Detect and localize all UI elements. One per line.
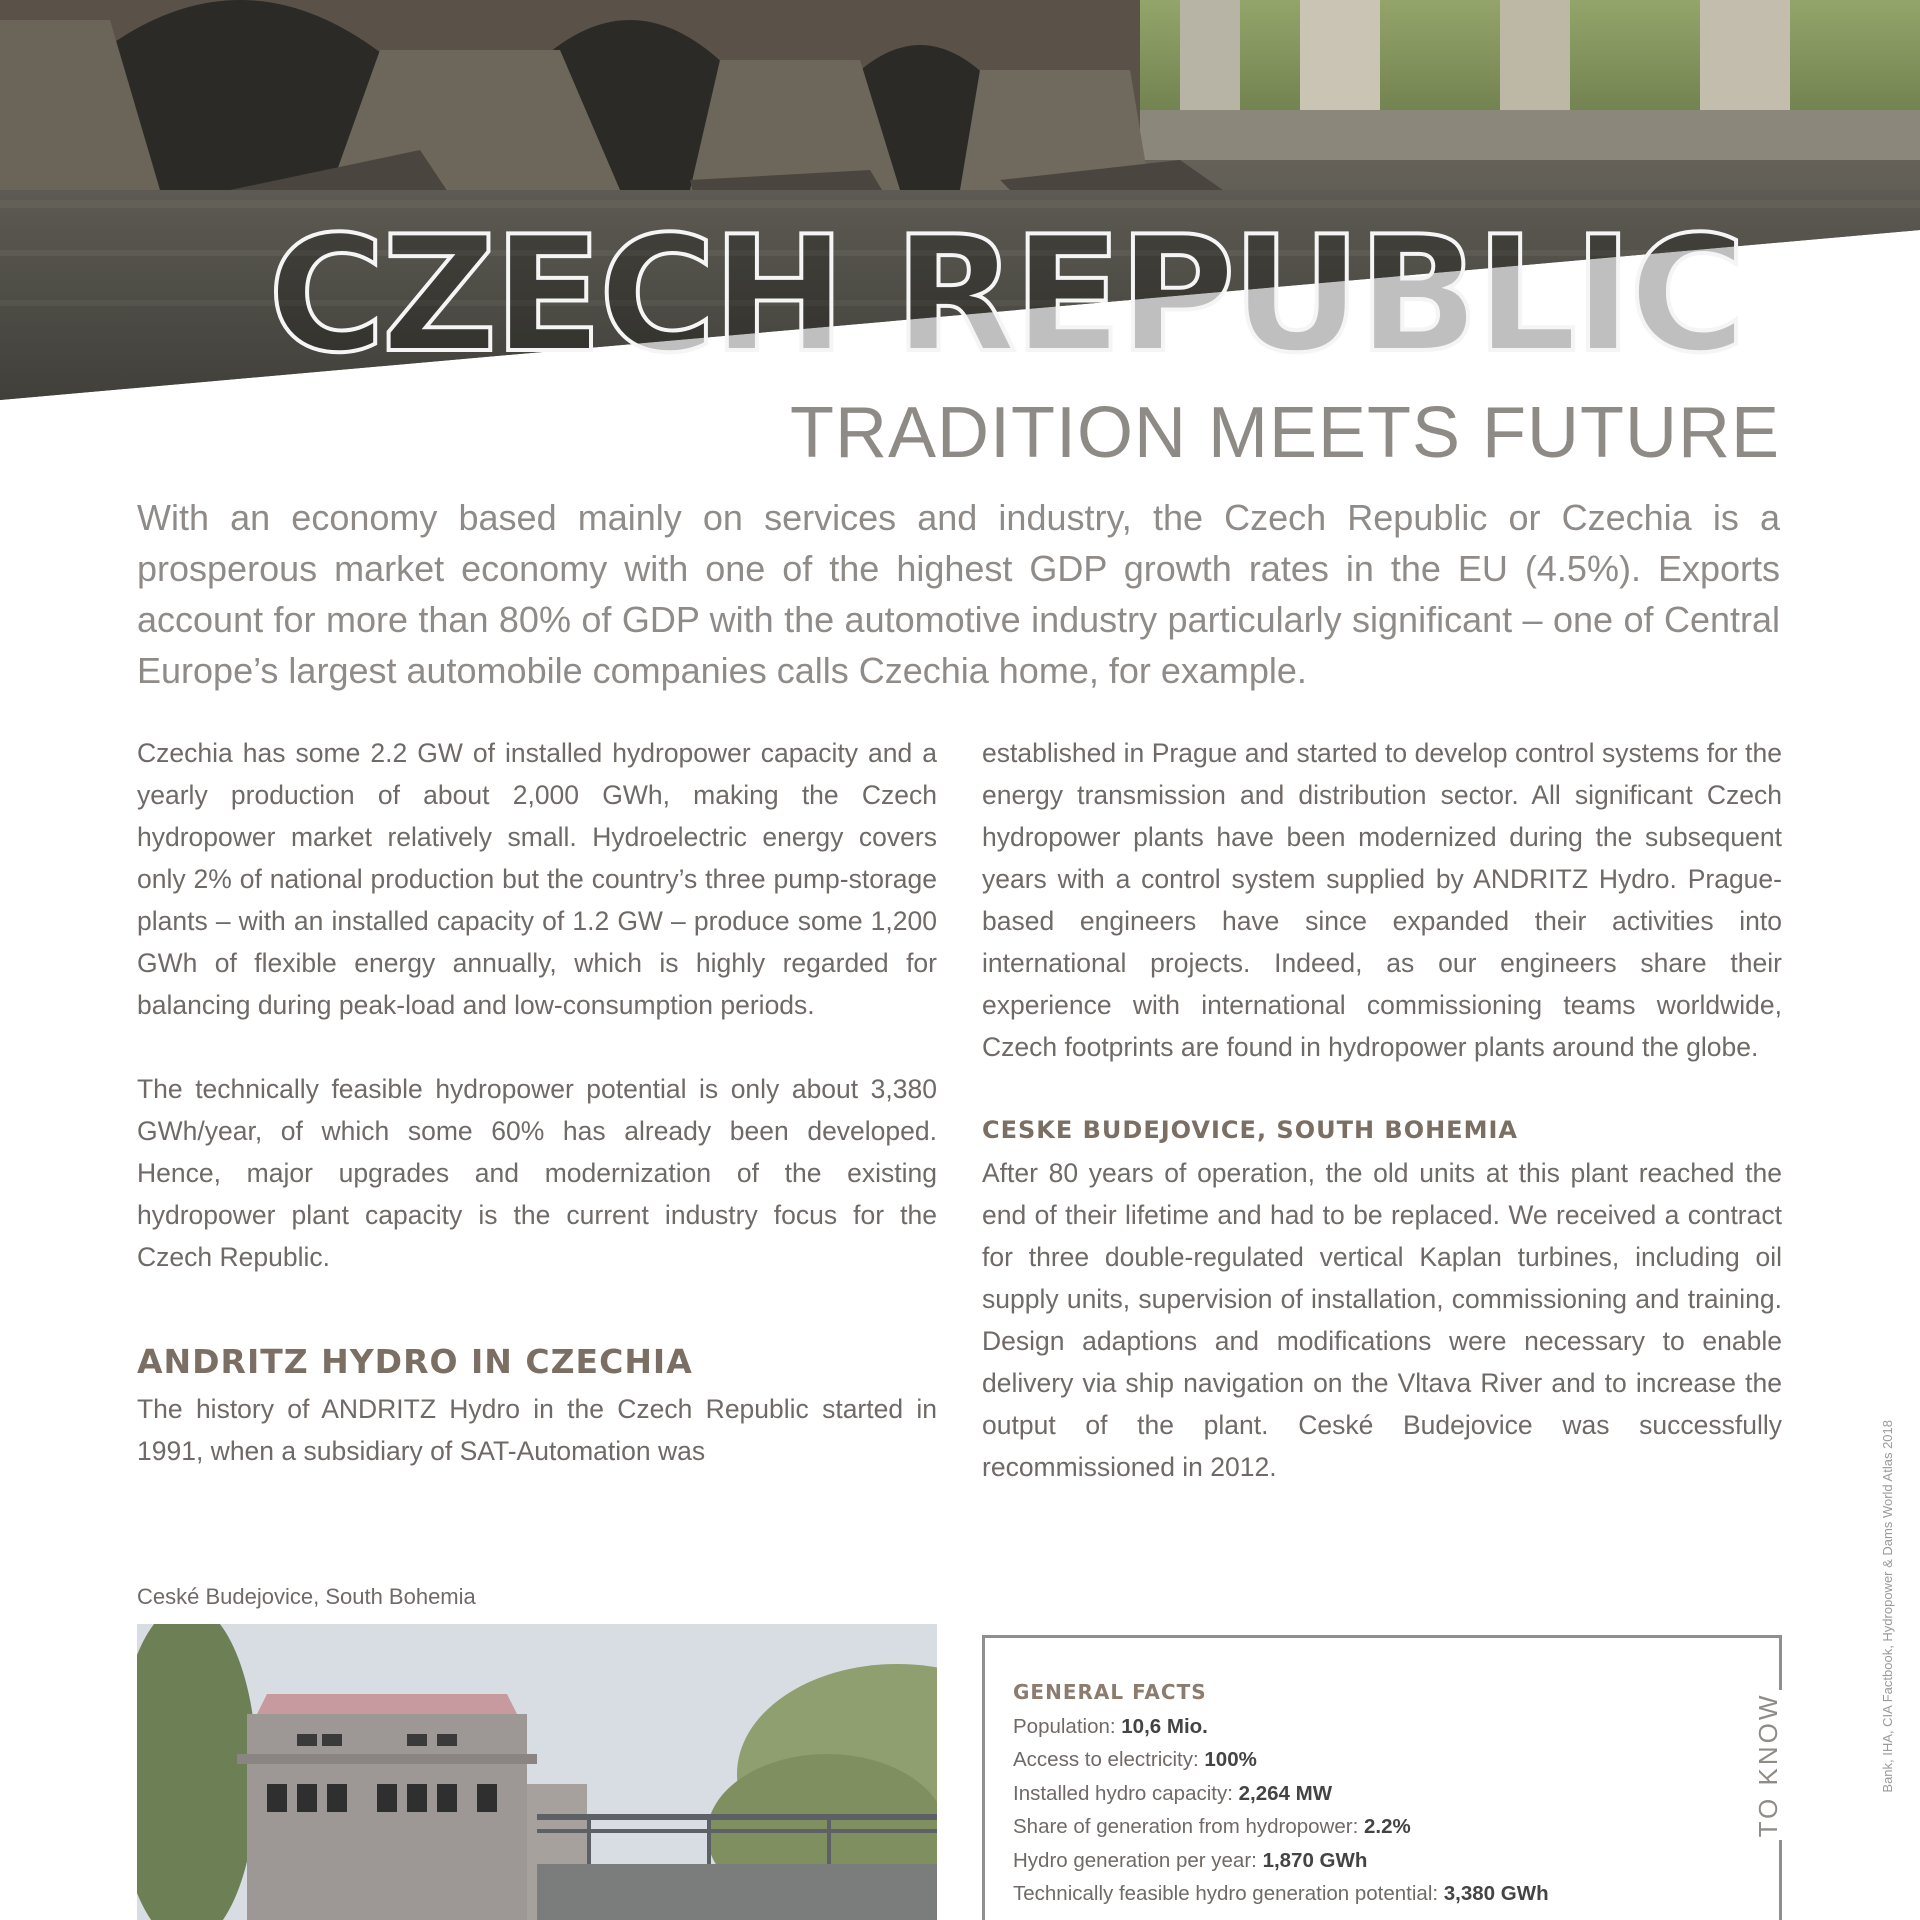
plant-photo-image (137, 1624, 937, 1920)
fact-value: 3,380 GWh (1443, 1882, 1549, 1905)
body-paragraph: The technically feasible hydropower potential is only about 3,380 GWh/year, of which some 60% has already been developed. Hence, major upgrades and modernization of the existing hydropower plant capacity is the current industry focus for the Czech Republic. (137, 1074, 937, 1272)
to-know-label (1753, 1690, 1793, 1840)
facts-row (1013, 1710, 1713, 1744)
body-paragraph: After 80 years of operation, the old units at this plant reached the end of their lifetime and had to be replaced. We received a contract for three double-regulated vertical Kaplan turbines, including oil supply units, supervision of installation, commissioning and training. Design adaptions and modifications were necessary to enable delivery via ship navigation on the Vltava River and to increase the output of the plant. Ceské Budejovice was successfully recommissioned in 2012. (982, 1158, 1782, 1482)
hero-photo (0, 0, 1920, 420)
fact-value: 1,870 GWh (1262, 1848, 1368, 1872)
body-paragraph: established in Prague and started to develop control systems for the energy transmission and distribution sector. All significant Czech hydropower plants have been modernized during the subsequent years with a control system supplied by ANDRITZ Hydro. Prague-based engineers have since expanded their activities into international projects. Indeed, as our engineers share their experience with international commissioning teams worldwide, Czech footprints are found in hydropower plants around the globe. (982, 738, 1782, 1062)
fact-label: Share of generation from hydropower: (1013, 1815, 1364, 1838)
facts-row (1013, 1877, 1713, 1911)
facts-row (1013, 1743, 1713, 1777)
page-title: CZECH REPUBLIC (268, 201, 1743, 388)
fact-label: Hydro generation per year: (1013, 1848, 1263, 1872)
facts-content (1013, 1676, 1713, 1911)
source-note (1880, 1420, 1900, 1920)
section-heading-ceske: CESKE BUDEJOVICE, SOUTH BOHEMIA (982, 1116, 1518, 1144)
body-paragraph: Czechia has some 2.2 GW of installed hydropower capacity and a yearly production of about 2,000 GWh, making the Czech hydropower market relatively small. Hydroelectric energy covers only 2% of national production but the country’s three pump-storage plants – with an installed capacity of 1.2 GW – produce some 1,200 GWh of flexible energy annually, which is highly regarded for balancing during peak-load and low-consumption periods. (137, 738, 937, 1020)
intro-paragraph: With an economy based mainly on services and industry, the Czech Republic or Czechia is a prosperous market economy with one of the highest GDP growth rates in the EU (4.5%). Exports account for more than 80% of GDP with the automotive industry particularly significant – one of Central Europe’s largest automobile companies calls Czechia home, for example. (137, 497, 1780, 691)
right-column (982, 732, 1782, 1488)
facts-row (1013, 1844, 1713, 1878)
fact-label: Technically feasible hydro generation potential: (1013, 1882, 1444, 1905)
left-column (137, 732, 937, 1472)
facts-row (1013, 1810, 1713, 1844)
facts-box (982, 1635, 1782, 1920)
fact-label: Population: (1013, 1714, 1122, 1738)
source-text: Bank, IHA, CIA Factbook, Hydropower & Dams World Atlas 2018 (1880, 1420, 1895, 1793)
fact-value: 10,6 Mio. (1121, 1714, 1208, 1738)
section-heading-andritz: ANDRITZ HYDRO IN CZECHIA (137, 1342, 693, 1381)
fact-label: Installed hydro capacity: (1013, 1781, 1239, 1805)
page-subtitle: TRADITION MEETS FUTURE (790, 393, 1780, 473)
facts-title: GENERAL FACTS (1013, 1680, 1207, 1704)
plant-photo (137, 1624, 937, 1920)
photo-caption: Ceské Budejovice, South Bohemia (137, 1584, 476, 1609)
fact-value: 2,264 MW (1238, 1781, 1333, 1805)
body-paragraph: The history of ANDRITZ Hydro in the Czech Republic started in 1991, when a subsidiary of SAT-Automation was (137, 1394, 937, 1466)
fact-value: 100% (1204, 1748, 1257, 1771)
facts-row (1013, 1777, 1713, 1811)
to-know-text: TO KNOW (1753, 1692, 1783, 1838)
fact-label: Access to electricity: (1013, 1748, 1205, 1771)
fact-value: 2.2% (1363, 1815, 1411, 1838)
